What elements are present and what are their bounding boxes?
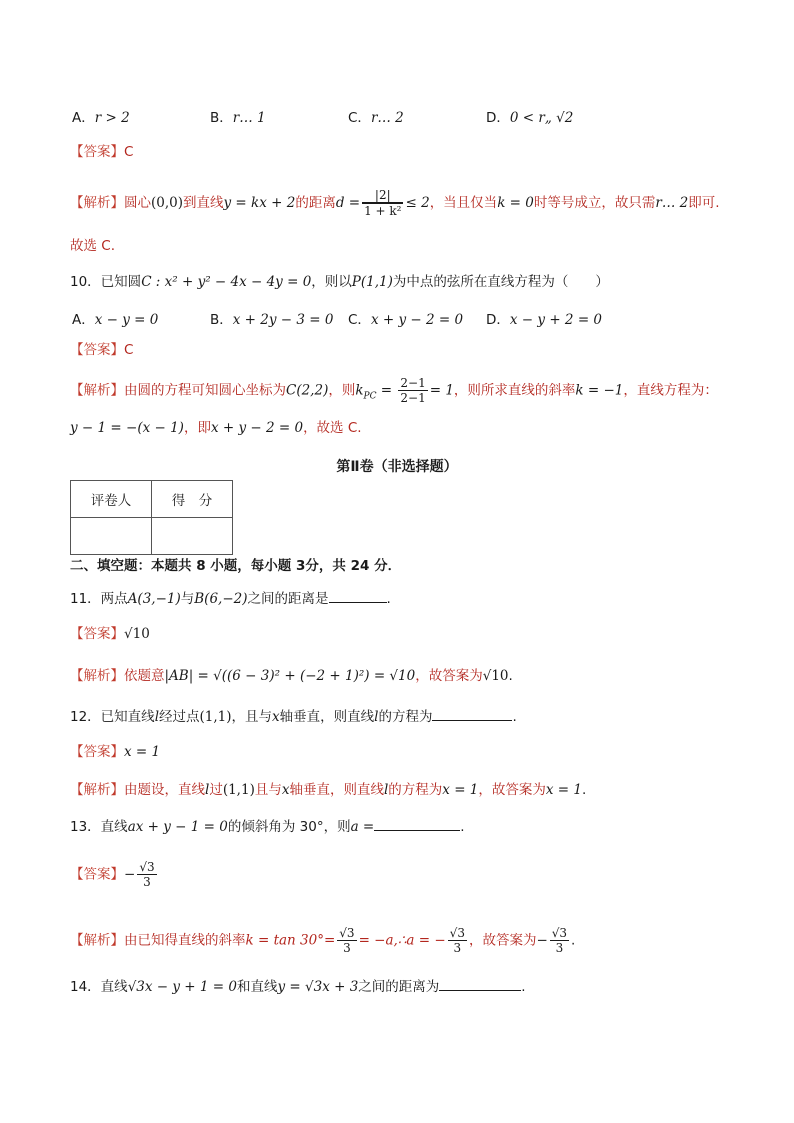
score-table-cell-score: [152, 518, 233, 555]
q10-option-c: C．x + y − 2 = 0: [348, 312, 464, 328]
q13-fraction-2: $\frac{√3}{3}$: [449, 926, 465, 955]
score-table-cell-grader: [71, 518, 152, 555]
q13-stem: 13．直线ax + y − 1 = 0的倾斜角为 30°，则a = .: [70, 816, 754, 837]
q13-analysis: 【解析】由已知得直线的斜率k = tan 30°= $\frac{√3}{3}$ = −a,∴a = − $\frac{√3}{3}$ ，故答案为− $\frac{√3}{3}$ .: [70, 926, 576, 955]
score-table-header-score: 得 分: [152, 481, 233, 518]
q9-answer: 【答案】C: [70, 144, 134, 160]
q9-option-b: B．r… 1: [210, 110, 266, 126]
q10-analysis-line2: y − 1 = −(x − 1)，即x + y − 2 = 0，故选 C.: [70, 420, 362, 436]
q11-blank: [329, 588, 387, 603]
q9-option-d: D．0 < r„ √2: [486, 110, 574, 126]
fill-in-heading: 二、填空题：本题共 8 小题，每小题 3分，共 24 分．: [70, 558, 402, 574]
q11-answer: 【答案】√10: [70, 626, 150, 642]
q13-blank: [374, 816, 460, 831]
q9-option-a: A．r > 2: [72, 110, 130, 126]
q13-fraction-1: $\frac{√3}{3}$: [339, 926, 355, 955]
q10-option-b: B．x + 2y − 3 = 0: [210, 312, 334, 328]
q10-option-a: A．x − y = 0: [72, 312, 159, 328]
score-table-header-grader: 评卷人: [71, 481, 152, 518]
q12-stem: 12．已知直线l经过点(1,1)，且与x轴垂直，则直线l的方程为 .: [70, 706, 754, 727]
q10-answer: 【答案】C: [70, 342, 134, 358]
q9-analysis: 【解析】圆心(0,0)到直线y = kx + 2的距离d = $\frac{|2|}{\text{1 + k²}}$ ≤ 2，当且仅当k = 0时等号成立，故只需r… 2即可.: [70, 188, 720, 218]
q10-stem: 10．已知圆C : x² + y² − 4x − 4y = 0，则以P(1,1)为中点的弦所在直线方程为（ ）: [70, 274, 609, 290]
q10-analysis: 【解析】由圆的方程可知圆心坐标为C(2,2)，则$k_{PC}$ = $\frac{2-1}{2-1}$ = 1，则所求直线的斜率k = −1，直线方程为：: [70, 376, 718, 405]
q11-analysis: 【解析】依题意|AB| = √((6 − 3)² + (−2 + 1)²) = √10，故答案为√10.: [70, 668, 513, 684]
q10-option-d: D．x − y + 2 = 0: [486, 312, 603, 328]
section-2-title: 第Ⅱ卷（非选择题）: [336, 459, 458, 475]
q10-slope-fraction: $\frac{2-1}{2-1}$: [400, 376, 426, 405]
q14-stem: 14．直线√3x − y + 1 = 0和直线y = √3x + 3之间的距离为 .: [70, 976, 754, 997]
score-table: [70, 480, 233, 555]
q12-answer: 【答案】x = 1: [70, 744, 161, 760]
q9-distance-fraction: $\frac{|2|}{\text{1 + k²}}$: [364, 188, 402, 218]
q13-fraction-3: $\frac{√3}{3}$: [551, 926, 568, 955]
q13-answer: 【答案】− $\frac{√3}{3}$: [70, 860, 155, 889]
q9-conclusion: 故选 C.: [70, 238, 116, 254]
q13-answer-fraction: $\frac{√3}{3}$: [139, 860, 155, 889]
q9-option-c: C．r… 2: [348, 110, 404, 126]
q14-blank: [439, 976, 521, 991]
q12-blank: [432, 706, 512, 721]
q11-stem: 11．两点A(3,−1)与B(6,−2)之间的距离是 .: [70, 588, 754, 609]
q12-analysis: 【解析】由题设，直线l过(1,1)且与x轴垂直，则直线l的方程为x = 1，故答案为x = 1.: [70, 782, 587, 798]
